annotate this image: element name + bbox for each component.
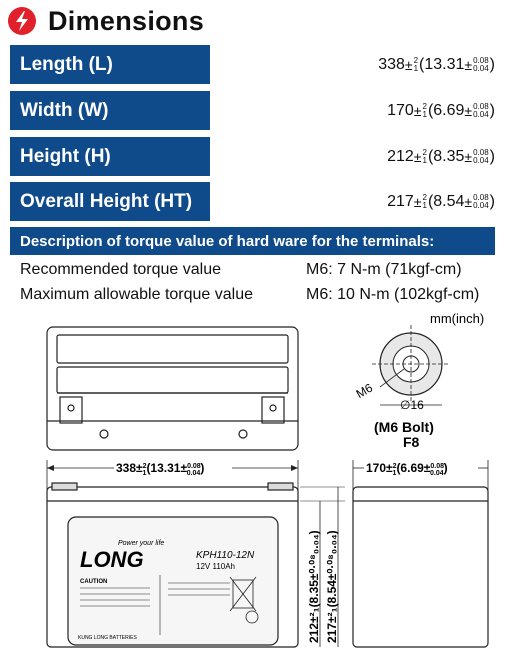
dim-row-length (10, 45, 495, 84)
torque-heading: Description of torque value of hard ware for the terminals: (10, 227, 495, 255)
title-text: Dimensions (48, 5, 205, 36)
lightning-bolt-icon (8, 7, 36, 35)
width-dimension-label: 170±$^2$ 1(6.69±$^{0.08}$ 0.04) (366, 461, 448, 477)
bolt-thread-label: M6 (353, 380, 376, 402)
side-view (353, 487, 488, 647)
dim-value: 217 ± 2 1 (8.54 ± 0.08 0.04 ) (387, 192, 495, 210)
page-title (8, 4, 204, 38)
overall-height-dimension-label: 217±²₁(8.54±⁰·⁰⁸₀.₀₄) (325, 530, 339, 643)
torque-label-recommended: Recommended torque value (20, 261, 222, 278)
brand-tagline: Power your life (118, 540, 165, 547)
bolt-diameter-label: ∅16 (400, 398, 424, 412)
maker-label: KUNG LONG BATTERIES (78, 635, 137, 641)
dim-value: 212 ± 2 1 (8.35 ± 0.08 0.04 ) (387, 147, 495, 165)
dim-label: Overall Height (HT) (10, 182, 210, 221)
length-dimension-label: 338±$^2$ 1(13.31±$^{0.08}$ 0.04) (116, 461, 205, 477)
dim-label: Length (L) (10, 45, 210, 84)
dim-label: Height (H) (10, 137, 210, 176)
bolt-caption: (M6 Bolt) (374, 419, 434, 435)
torque-value-maximum: M6: 10 N-m (102kgf-cm) (306, 286, 480, 303)
dim-row-height (10, 137, 495, 176)
torque-value-recommended: M6: 7 N-m (71kgf-cm) (306, 261, 462, 278)
brand-logo: LONG (80, 547, 144, 572)
dim-value: 170 ± 2 1 (6.69 ± 0.08 0.04 ) (387, 101, 495, 119)
rating-label: 12V 110Ah (196, 562, 235, 571)
dim-row-overall-height (10, 182, 495, 221)
height-dimension-label: 212±²₁(8.35±⁰·⁰⁸₀.₀₄) (307, 530, 321, 643)
dim-value: 338 ± 2 1 (13.31 ± 0.08 0.04 ) (378, 55, 495, 73)
top-view (47, 327, 298, 450)
dim-label: Width (W) (10, 91, 210, 130)
unit-label: mm(inch) (430, 311, 485, 326)
terminal-code: F8 (403, 434, 420, 450)
dim-row-width (10, 91, 495, 130)
model-label: KPH110-12N (196, 550, 255, 561)
caution-label: CAUTION (80, 579, 108, 585)
terminal-detail (372, 325, 450, 405)
battery-drawing (0, 305, 519, 654)
torque-label-maximum: Maximum allowable torque value (20, 286, 253, 303)
